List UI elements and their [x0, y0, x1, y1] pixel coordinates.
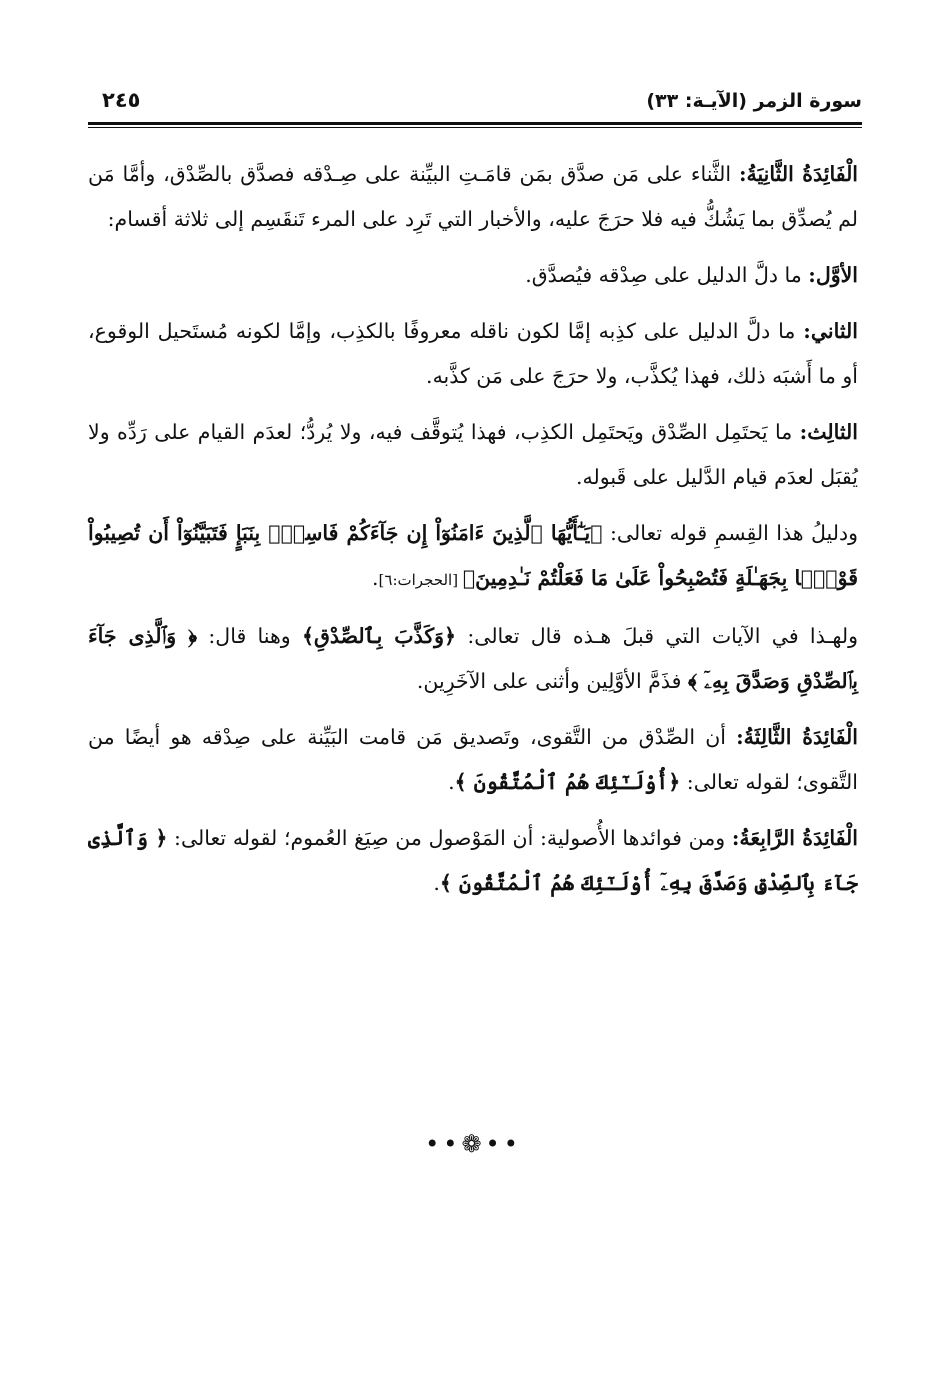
verse-reference: [الحجرات:٦]	[378, 571, 463, 589]
paragraph	[88, 253, 858, 298]
header-rule-thin	[88, 127, 862, 128]
page-body	[88, 152, 858, 917]
paragraph	[88, 410, 858, 500]
quran-verse: ﴿وَكَذَّبَ بِٱلصِّدْقِ﴾	[301, 624, 457, 648]
paragraph-text: ولهـذا في الآيات التي قبلَ هـذه قال تعالى:	[456, 624, 858, 648]
paragraph-text: وهنا قال:	[197, 624, 302, 648]
paragraph-heading: الثالِث:	[799, 420, 858, 444]
paragraph-text: ما دلَّ الدليل على كذِبه إمَّا لكون ناقله معروفًا بالكذِب، وإمَّا لكونه مُستَحيل الوقوع، أو ما أَشبَه ذلك، فهذا يُكذَّب، ولا حرَجَ على مَن كذَّبه.	[88, 319, 858, 388]
quran-verse: ﴿ وَٱلَّذِى جَآءَ بِٱلصِّدْقِ وَصَدَّقَ بِهِۦٓ أُوْلَـٰٓئِكَ هُمُ ٱلْمُتَّقُونَ ﴾	[88, 826, 858, 895]
quran-verse: ﴿يَـٰٓأَيُّهَا ٱلَّذِينَ ءَامَنُوٓاْ إِن جَآءَكُمْ فَاسِقُۢ بِنَبَإٍ فَتَبَيَّنُوٓاْ أَن تُصِيبُواْ قَوْمَۢا بِجَهَـٰلَةٍ فَتُصْبِحُواْ عَلَىٰ مَا فَعَلْتُمْ نَـٰدِمِينَ﴾	[88, 521, 858, 590]
paragraph	[88, 614, 858, 704]
paragraph-heading: الْفَائِدَةُ الرَّابِعَةُ:	[731, 826, 858, 850]
quran-verse: ﴿أُوْلَـٰٓئِكَ هُمُ ٱلْمُتَّقُونَ ﴾	[454, 770, 681, 794]
paragraph	[88, 715, 858, 805]
quran-verse: ﴿ وَٱلَّذِى جَآءَ بِٱلصِّدْقِ وَصَدَّقَ بِهِۦٓ ﴾	[88, 624, 858, 693]
page-number: ٢٤٥	[102, 88, 141, 112]
paragraph-heading: الأوَّل:	[808, 263, 858, 287]
paragraph	[88, 152, 858, 242]
paragraph-text: ومن فوائدها الأُصولية: أن المَوْصول من صِيَغ العُموم؛ لقوله تعالى:	[167, 826, 732, 850]
paragraph-heading: الْفَائِدَةُ الثَّالِثَةُ:	[736, 725, 858, 749]
paragraph-text: .	[433, 871, 440, 895]
paragraph-text: ودليلُ هذا القِسمِ قوله تعالى:	[602, 521, 858, 545]
paragraph-heading: الْفَائِدَةُ الثَّانِيَةُ:	[738, 162, 859, 186]
paragraph	[88, 511, 858, 603]
paragraph-text: الثَّناء على مَن صدَّق بمَن قامَـتِ البيِّنة على صِـدْقه فصدَّق بالصِّدْق، وأمَّا مَن لم يُصدِّق بما يَشُكُّ فيه فلا حرَجَ عليه، والأخبار التي تَرِد على المرء تَنقَسِم إلى ثلاثة أقسام:	[88, 162, 858, 231]
paragraph	[88, 309, 858, 399]
header-rule	[88, 122, 862, 125]
paragraph-text: فذَمَّ الأوَّلِين وأثنى على الآخَرِين.	[416, 669, 688, 693]
paragraph	[88, 816, 858, 906]
paragraph-text: ما يَحتَمِل الصِّدْق ويَحتَمِل الكذِب، فهذا يُتوقَّف فيه، ولا يُردُّ؛ لعدَم القيام على رَدِّه ولا يُقبَل لعدَم قيام الدَّليل على قَبوله.	[88, 420, 858, 489]
running-title: سورة الزمر (الآيـة: ٣٣)	[646, 90, 862, 112]
page-header	[88, 86, 862, 122]
paragraph-text: ما دلَّ الدليل على صِدْقه فيُصدَّق.	[525, 263, 809, 287]
paragraph-text: .	[372, 566, 379, 590]
paragraph-text: .	[448, 770, 455, 794]
closing-ornament: ••❁••	[425, 1130, 522, 1158]
paragraph-heading: الثاني:	[803, 319, 858, 343]
paragraph-text: أن الصِّدْق من التَّقوى، وتَصديق مَن قامت البَيِّنة على صِدْقه هو أيضًا من التَّقوى؛ لقوله تعالى:	[88, 725, 858, 794]
